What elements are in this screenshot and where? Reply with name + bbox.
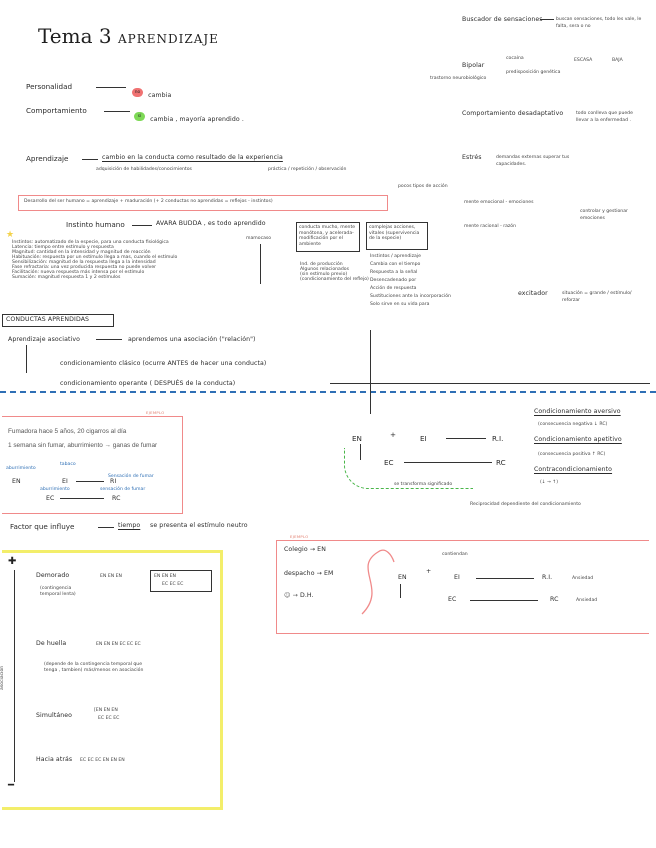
- ejemplo1-sub-c: Sensación de fumar: [108, 474, 154, 479]
- lista-der-4: Acción de respuesta: [370, 286, 417, 291]
- si-dot: [134, 106, 244, 125]
- excitador: excitador: [518, 290, 548, 297]
- ejemplo2-contiendan: contiendan: [442, 552, 468, 557]
- token-box-en-3: EN: [169, 574, 176, 579]
- ejemplo2-dh-row: [284, 592, 314, 599]
- arrow-buscador: [540, 19, 554, 20]
- no-dot-label: no: [132, 88, 143, 97]
- bipolar-a: cocaína: [506, 56, 524, 61]
- diagram-ei: EI: [420, 434, 427, 443]
- desadaptativo-label: Comportamiento desadaptativo: [462, 110, 564, 117]
- buscador-label: Buscador de sensaciones: [462, 16, 543, 23]
- lista-izq-3: Habituación: respuesta por un estímulo llega a mas, cuando el estímulo: [12, 255, 178, 260]
- ejemplo2-curve: [358, 548, 398, 618]
- diagram-rc: RC: [496, 458, 506, 467]
- title-main: Tema 3: [38, 24, 112, 48]
- instinto-label: Instinto humano: [66, 220, 125, 229]
- excitador-def: situación = grande / estímulo/ reforzar: [562, 291, 632, 303]
- person-icon: ☺ →: [284, 592, 298, 599]
- lista-izq-6: Facilitación: nueva respuesta más intensa por el estímulo: [12, 270, 145, 275]
- atras-ec-2: EC: [87, 758, 94, 763]
- lista-der-3: Desencadenado por: [370, 278, 417, 283]
- right-item-0: Condicionamiento aversivo: [534, 408, 621, 415]
- ejemplo2-ansiedad2: Ansiedad: [576, 598, 598, 603]
- asociativo-label: Aprendizaje asociativo: [8, 336, 80, 343]
- ejemplo2-en: EN: [398, 574, 407, 581]
- ejemplo1-ri: RI: [110, 478, 117, 485]
- bipolar-b: predisposición genética: [506, 70, 561, 75]
- atras-en-3: EN: [118, 758, 125, 763]
- title-sub: APRENDIZAJE: [117, 32, 219, 46]
- simul-en-2: EN: [103, 708, 110, 713]
- buscador-def: buscan sensaciones, todo les vale, le falta, sera o no: [556, 17, 642, 29]
- lista-med-0: Ind. de producción: [300, 262, 343, 267]
- diagram-ri: R.I.: [492, 434, 504, 443]
- ejemplo1-line1: Fumadora hace 5 años, 20 cigarros al día: [8, 428, 127, 435]
- ejemplo1-sub-a: aburrimiento: [6, 466, 36, 471]
- demorado-label: Demorado: [36, 572, 70, 579]
- arrow-instinto: [132, 225, 152, 226]
- baja: BAJA: [612, 58, 623, 63]
- atras-label: Hacia atrás: [36, 756, 73, 763]
- diagram-transforma: se transforma significado: [394, 482, 453, 487]
- asociacion-axis: [14, 570, 15, 782]
- aprendizaje-def: cambio en la conducta como resultado de la experiencia: [102, 154, 283, 161]
- ejemplo2-ec: EC: [448, 596, 457, 603]
- ejemplo1-arrow-2: [60, 498, 104, 499]
- ejemplo2-ei: EI: [454, 574, 460, 581]
- controlar: controlar y gestionar emociones: [580, 209, 628, 221]
- simul-ec-2: EC: [105, 716, 112, 721]
- arrow-aprendizaje: [82, 159, 98, 160]
- bipolar-label: Bipolar: [462, 62, 485, 69]
- factor-label: Factor que influye: [10, 522, 75, 531]
- demorado-box-row-ec: [162, 582, 183, 587]
- factor-tiempo: tiempo: [118, 522, 141, 529]
- simul-en-3: EN: [111, 708, 118, 713]
- lista-der-5: Sustituciones ante la incorporación: [370, 294, 451, 299]
- bracket-conductas: [26, 345, 27, 373]
- arrow-comportamiento: [104, 111, 130, 112]
- huella-ec-3: EC: [134, 642, 141, 647]
- no-text: cambia: [148, 92, 172, 99]
- huella-en-1: EN: [96, 642, 103, 647]
- ejemplo1-en: EN: [12, 478, 21, 485]
- ejemplo1-sub-d: aburrimiento: [40, 487, 70, 492]
- ejemplo2-ansiedad1: Ansiedad: [572, 576, 594, 581]
- huella-en-2: EN: [103, 642, 111, 647]
- atras-en-2: EN: [110, 758, 117, 763]
- atras-ec-1: EC: [80, 758, 87, 763]
- ejemplo2-ri: R.I.: [542, 574, 553, 581]
- arrow-asociativo: [96, 339, 122, 340]
- ejemplo1-line2: 1 semana sin fumar, aburrimiento → ganas de fumar: [8, 442, 158, 449]
- pocos-tipos: pocos tipos de acción: [398, 184, 448, 189]
- token-box-ec-2: EC: [169, 582, 176, 587]
- diagram-ec: EC: [384, 458, 394, 467]
- huella-label: De huella: [36, 640, 67, 647]
- ejemplo2-tag: EJEMPLO: [290, 534, 309, 539]
- si-text: cambia , mayoría aprendido .: [150, 116, 244, 123]
- lista-med-1: Algunos relacionados: [300, 267, 349, 272]
- simultaneo-tokens-en: [EN EN EN: [94, 708, 118, 713]
- ejemplo2-plus: +: [426, 568, 432, 575]
- lista-der-0: Instintos / aprendizaje: [370, 254, 421, 259]
- huella-ec-2: EC: [127, 642, 134, 647]
- right-item-2: Contracondicionamiento: [534, 466, 613, 473]
- estres-label: Estrés: [462, 154, 482, 161]
- no-dot: [132, 82, 171, 101]
- lista-media: [300, 262, 369, 282]
- ejemplo1-ec: EC: [46, 495, 55, 502]
- ejemplo1-rc: RC: [112, 495, 121, 502]
- token-en-2: EN: [107, 574, 115, 579]
- lista-izq-2: Magnitud: cantidad en la intensidad y magnitud de reacción: [12, 250, 151, 255]
- lista-izq-0: Instintos: automatizado de la especie, para una conducta fisiológica: [12, 240, 169, 245]
- ejemplo2-dh: D.H.: [299, 592, 314, 599]
- token-box-en-2: EN: [161, 574, 169, 579]
- lista-izq-1: Latencia: tiempo entre estímulo y respuesta: [12, 245, 114, 250]
- si-dot-label: sí: [134, 112, 145, 121]
- complejas-box-text: complejas acciones, vitales (supervivencia de la especie): [369, 225, 420, 241]
- operante: condicionamiento operante ( DESPUÉS de la conducta): [60, 380, 236, 387]
- ejemplo2-bracket: [400, 584, 401, 598]
- diagram-en: EN: [352, 434, 362, 443]
- atras-tokens: [80, 758, 125, 763]
- lista-der-6: Solo sirve en su vida para: [370, 302, 430, 307]
- atras-en-1: EN: [102, 758, 110, 763]
- bipolar-note: trastorno neurobiológico: [430, 76, 487, 81]
- lista-der-2: Respuesta a la señal: [370, 270, 418, 275]
- ejemplo2-despacho: despacho → EM: [284, 570, 334, 577]
- lista-der-1: Cambia con el tiempo: [370, 262, 421, 267]
- personalidad-label: Personalidad: [26, 82, 73, 91]
- token-box-ec-1: EC: [162, 582, 169, 587]
- simul-en-1: EN: [95, 708, 103, 713]
- token-box-en-1: EN: [154, 574, 161, 579]
- huella-tokens: [96, 642, 141, 647]
- desarrollo-text: Desarrollo del ser humano = aprendizaje + maduración (+ 2 conductas no aprendidas = reflejos - instintos): [24, 199, 273, 204]
- minus-icon: ━: [8, 780, 15, 791]
- practica: práctica / repetición / observación: [268, 167, 347, 172]
- asociativo-def: aprendemos una asociación ("relación"): [128, 336, 256, 343]
- lista-izq-5: Fase refractaria: una vez producida respuesta no puede volver: [12, 265, 157, 270]
- connector-instinto: [260, 244, 261, 284]
- conductas-header: CONDUCTAS APRENDIDAS: [6, 316, 90, 323]
- adquisicion: adquisición de habilidades/conocimientos: [96, 167, 192, 172]
- diagram-connector: [370, 330, 371, 414]
- demorado-box-row-en: [154, 574, 176, 579]
- mamocaso: mamocaso: [246, 236, 272, 241]
- ejemplo1-sub-b: tabaco: [60, 462, 76, 467]
- diagram-plus: +: [390, 430, 397, 439]
- desadaptativo-def: todo conlleva que puede llevar a la enfermedad .: [576, 111, 633, 123]
- simul-ec-3: EC: [113, 716, 120, 721]
- lista-izq-7: Sumación: magnitud respuesta 1 y 2 estímulos: [12, 275, 121, 280]
- diagram-arrow-ri: [446, 438, 486, 439]
- ejemplo1-tag: EJEMPLO: [146, 410, 165, 415]
- atras-ec-3: EC: [95, 758, 102, 763]
- instinto-def: AVARA BUDDA , es todo aprendido: [156, 220, 266, 227]
- comportamiento-label: Comportamiento: [26, 106, 87, 115]
- arrow-operante: [330, 383, 650, 384]
- right-sub-0: (consecuencia negativa ↓ RC): [538, 422, 608, 427]
- lista-derecha: [370, 254, 451, 307]
- simul-ec-1: EC: [98, 716, 105, 721]
- demorado-tokens-en: [100, 574, 122, 579]
- divider-dashed: [0, 391, 656, 393]
- demorado-note: (contingencia temporal lenta): [40, 586, 76, 597]
- mente-racional: mente racional - razón: [464, 224, 517, 229]
- lista-med-3: (condicionamiento del reflejo): [300, 277, 369, 282]
- arrow-factor: [98, 527, 114, 528]
- right-sub-1: (consecuencia positiva ↑ RC): [538, 452, 606, 457]
- huella-en-3: EN: [111, 642, 118, 647]
- aprendizaje-label: Aprendizaje: [26, 154, 69, 163]
- ejemplo2-arrow-ri: [476, 578, 534, 579]
- estres-def: demandas externas superar tus capacidades.: [496, 155, 570, 167]
- plus-icon: ✚: [8, 556, 17, 567]
- ejemplo1-arrow-1: [76, 481, 104, 482]
- token-box-ec-3: EC: [177, 582, 184, 587]
- asociacion-side-label: asociación: [0, 665, 5, 690]
- right-sub-2: (↓ → ↑): [540, 480, 559, 485]
- factor-def: se presenta el estímulo neutro: [150, 522, 248, 529]
- ejemplo1-ei: EI: [62, 478, 68, 485]
- conducta-box-text: conducta mucho, mente monótona, y acelerada-modificación por el ambiente: [299, 225, 356, 247]
- ejemplo1-sub-e: sensación de fumar: [100, 487, 146, 492]
- diagram-reciproca: Reciprocidad dependiente del condicionamiento: [470, 502, 581, 507]
- lista-instintos: [12, 240, 177, 280]
- token-en-3: EN: [115, 574, 122, 579]
- ejemplo2-colegio: Colegio → EN: [284, 546, 326, 553]
- token-en-1: EN: [100, 574, 107, 579]
- lista-med-2: (sin estímulo previo): [300, 272, 348, 277]
- simultaneo-label: Simultáneo: [36, 712, 73, 719]
- right-item-1: Condicionamiento apetitivo: [534, 436, 622, 443]
- ejemplo2-rc: RC: [550, 596, 559, 603]
- ejemplo2-arrow-rc: [470, 600, 538, 601]
- arrow-personalidad: [96, 87, 126, 88]
- page-title: [38, 24, 219, 48]
- clasico: condicionamiento clásico (ocurre ANTES de hacer una conducta): [60, 360, 267, 367]
- simultaneo-tokens-ec: [98, 716, 119, 721]
- lista-izq-4: Sensibilización: magnitud de la respuesta llega a la intensidad: [12, 260, 156, 265]
- huella-ec-1: EC: [119, 642, 126, 647]
- huella-note: (depende de la contingencia temporal que tenga , tambien) más/menos en asociación: [44, 662, 144, 673]
- mente-emocional: mente emocional - emociones: [464, 200, 534, 205]
- escasa: ESCASA: [574, 58, 593, 63]
- star-icon: ★: [6, 230, 15, 240]
